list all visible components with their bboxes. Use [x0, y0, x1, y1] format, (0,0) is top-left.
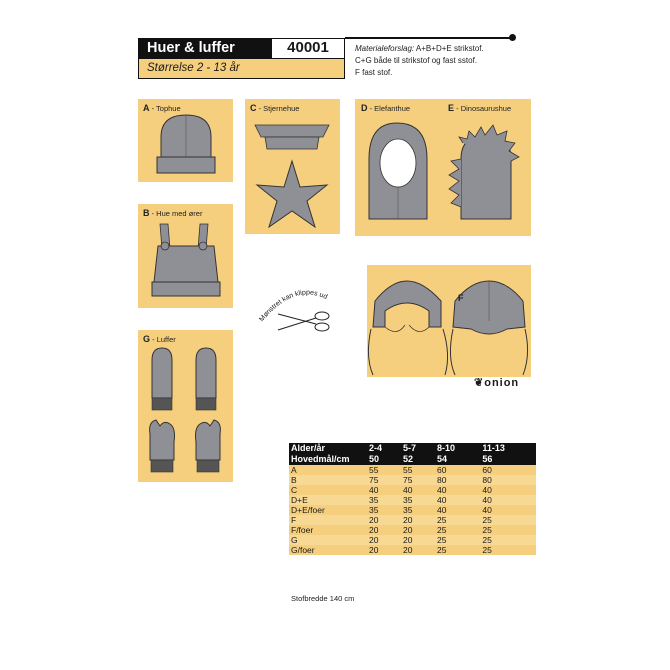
table-cell: 20	[367, 515, 401, 525]
table-cell: B	[289, 475, 367, 485]
materials-line2: C+G både til strikstof og fast sstof.	[355, 56, 478, 65]
materials-line3: F fast stof.	[355, 68, 393, 77]
panel-e-label: E - Dinosaurushue	[448, 103, 512, 113]
table-header-cell: 5-7	[401, 443, 435, 454]
table-cell: 25	[480, 515, 536, 525]
table-cell: 20	[367, 535, 401, 545]
table-cell: 55	[401, 465, 435, 475]
table-cell: 25	[435, 545, 480, 555]
table-cell: 75	[367, 475, 401, 485]
panel-a-label: A - Tophue	[143, 103, 181, 113]
table-row	[289, 545, 536, 555]
table-cell: 25	[480, 545, 536, 555]
table-row	[289, 475, 536, 485]
table-header-row	[289, 443, 536, 454]
table-cell: 20	[401, 525, 435, 535]
table-cell: G	[289, 535, 367, 545]
table-cell: 35	[401, 505, 435, 515]
table-header-cell: 54	[435, 454, 480, 465]
table-cell: 35	[401, 495, 435, 505]
table-cell: 20	[401, 515, 435, 525]
table-cell: 35	[367, 505, 401, 515]
materials-label: Materialeforslag:	[355, 44, 415, 53]
panel-d-label: D - Elefanthue	[361, 103, 411, 113]
table-header-cell: 52	[401, 454, 435, 465]
luffer-icon	[138, 330, 233, 482]
table-cell: 40	[480, 485, 536, 495]
table-cell: 40	[435, 505, 480, 515]
table-header-cell: 2-4	[367, 443, 401, 454]
panel-d-e	[355, 99, 531, 236]
table-cell: 80	[480, 475, 536, 485]
panel-f-label: F	[458, 293, 464, 303]
scissors-icon	[256, 276, 356, 346]
top-rule	[345, 37, 511, 39]
panel-c	[245, 99, 340, 234]
table-row	[289, 525, 536, 535]
table-header-cell: 8-10	[435, 443, 480, 454]
table-cell: 40	[435, 495, 480, 505]
top-rule-dot	[509, 34, 516, 41]
table-cell: D+E	[289, 495, 367, 505]
size-range: Størrelse 2 - 13 år	[138, 59, 345, 79]
table-cell: G/foer	[289, 545, 367, 555]
table-cell: C	[289, 485, 367, 495]
panel-g	[138, 330, 233, 482]
materials-line1: A+B+D+E strikstof.	[415, 44, 484, 53]
table-cell: 40	[480, 505, 536, 515]
onion-logo-mark: ❦	[474, 377, 485, 389]
panel-c-label: C - Stjernehue	[250, 103, 300, 113]
size-table	[289, 443, 536, 555]
table-row	[289, 495, 536, 505]
table-cell: 60	[480, 465, 536, 475]
hue-f-icon	[367, 265, 531, 377]
table-cell: F/foer	[289, 525, 367, 535]
panel-b-label: B - Hue med ører	[143, 208, 203, 218]
table-cell: 20	[367, 545, 401, 555]
panel-a	[138, 99, 233, 182]
table-cell: 75	[401, 475, 435, 485]
table-cell: 40	[401, 485, 435, 495]
pattern-title: Huer & luffer	[138, 38, 271, 59]
panel-b	[138, 204, 233, 308]
table-header-cell: 11-13	[480, 443, 536, 454]
table-row	[289, 465, 536, 475]
pattern-code: 40001	[271, 38, 345, 59]
table-cell: 20	[401, 545, 435, 555]
table-header-cell: Alder/år	[289, 443, 367, 454]
table-cell: 40	[435, 485, 480, 495]
table-cell: 80	[435, 475, 480, 485]
table-cell: 20	[367, 525, 401, 535]
stjernehue-icon	[245, 99, 340, 234]
table-cell: 40	[480, 495, 536, 505]
table-row	[289, 515, 536, 525]
table-cell: 25	[480, 535, 536, 545]
table-cell: 55	[367, 465, 401, 475]
table-header-row	[289, 454, 536, 465]
table-header-cell: Hovedmål/cm	[289, 454, 367, 465]
onion-logo	[474, 376, 519, 389]
panel-g-label: G - Luffer	[143, 334, 176, 344]
table-cell: 25	[435, 515, 480, 525]
table-header-cell: 50	[367, 454, 401, 465]
table-cell: 25	[435, 525, 480, 535]
materials-text	[355, 43, 484, 79]
table-cell: 20	[401, 535, 435, 545]
scissors-text: Mønstret kan klippes ud	[258, 289, 329, 324]
table-cell: A	[289, 465, 367, 475]
table-cell: 25	[435, 535, 480, 545]
elefant-dino-icon	[355, 99, 531, 236]
hue-med-orer-icon	[138, 204, 233, 308]
fabric-width: Stofbredde 140 cm	[291, 594, 355, 603]
tophue-icon	[138, 99, 233, 182]
table-cell: D+E/foer	[289, 505, 367, 515]
onion-logo-text: onion	[484, 377, 520, 389]
table-row	[289, 535, 536, 545]
table-cell: 60	[435, 465, 480, 475]
table-row	[289, 485, 536, 495]
table-cell: 25	[480, 525, 536, 535]
table-header-cell: 56	[480, 454, 536, 465]
table-cell: F	[289, 515, 367, 525]
table-row	[289, 505, 536, 515]
table-cell: 35	[367, 495, 401, 505]
table-cell: 40	[367, 485, 401, 495]
panel-f	[367, 265, 531, 377]
